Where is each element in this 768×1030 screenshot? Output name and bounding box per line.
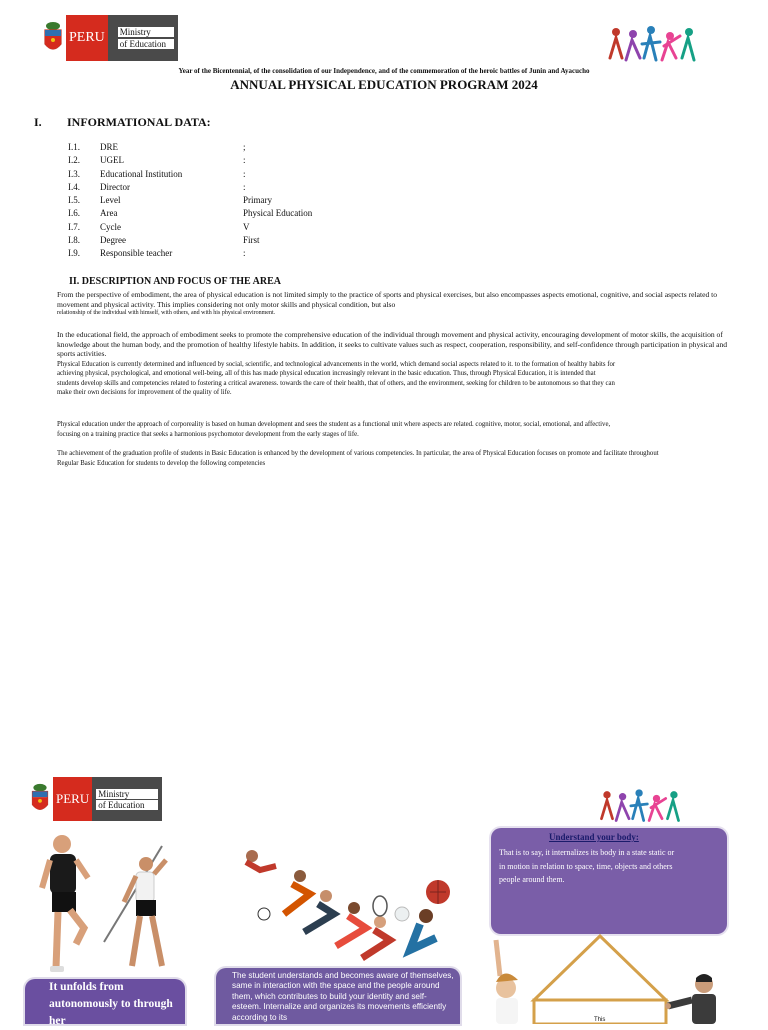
data-row-cycle: I.7. Cycle V [68, 221, 250, 232]
house-diagram-image [520, 930, 680, 1024]
child-jumping-image [466, 936, 536, 1024]
year-motto: Year of the Bicentennial, of the consolidation of our Independence, and of the commemoration of the heroic battles of Junin and Ayacucho [178, 67, 590, 75]
ministry-line1: Ministry [118, 27, 174, 37]
center-info-text: The student understands and becomes aware of themselves, same in interaction with the space and the people around them, which contributes to build your identity and self-esteem. Internalize and organizes its movements efficiently according to its [232, 971, 454, 1022]
athletes-collage-image [230, 842, 456, 970]
data-row-teacher: I.9. Responsible teacher : [68, 248, 246, 259]
left-info-text: It unfolds from autonomously to through her [49, 981, 173, 1027]
peru-label: PERU [53, 777, 92, 821]
coat-of-arms-icon [40, 15, 66, 61]
ministry-line1: Ministry [96, 789, 158, 799]
paragraph-1-small: relationship of the individual with himself, with others, and with his physical environment. [57, 310, 276, 317]
data-row-dre: I.1. DRE ; [68, 142, 246, 152]
data-row-area: I.6. Area Physical Education [68, 208, 313, 219]
paragraph-1: From the perspective of embodiment, the area of physical education is not limited simply to the practice of sports and physical exercises, but also encompasses aspects emotional, cognitive, and social aspects related to movement and physical activity. This implies considering not only motor skills and physical condition, but also relationship of the individual with himself, with others, and with his physical environment. [57, 290, 737, 319]
athlete-knee-raise-image [38, 832, 94, 980]
data-row-institution: I.3. Educational Institution : [68, 168, 246, 179]
paragraph-4: Physical education under the approach of corporeality is based on human development and sees the student as a functional unit where aspects are related. cognitive, motor, social, emotional, and affective, focusing on a training practice that seeks a harmonious psychomotor development from the early stages of life. [57, 421, 611, 438]
data-row-degree: I.8. Degree First [68, 235, 260, 246]
section1-number: I. [34, 115, 42, 129]
boy-pointing-image [664, 972, 734, 1024]
left-info-box [25, 979, 185, 1027]
informational-data-table [68, 141, 443, 261]
ministry-block [92, 777, 162, 821]
bubble-title: Understand your body: [549, 832, 639, 842]
ministry-line2: of Education [118, 39, 174, 49]
sports-silhouettes-image [592, 782, 688, 826]
ministry-logo-bottom [27, 777, 162, 821]
page-title: ANNUAL PHYSICAL EDUCATION PROGRAM 2024 [230, 77, 538, 92]
ministry-logo [40, 15, 178, 61]
ministry-line2: of Education [96, 800, 158, 810]
tiny-label: This [594, 1017, 606, 1023]
understand-body-bubble [491, 828, 727, 934]
ministry-block [108, 15, 178, 61]
center-info-box [216, 968, 460, 1024]
paragraph-5: The achievement of the graduation profile of students in Basic Education is enhanced by the development of various competencies. In particular, the area of Physical Education focuses on promote and facilitate throughout Regular Basic Education for students to develop the following competencies [57, 450, 659, 467]
javelin-athlete-image [102, 842, 178, 976]
section2-title: II. DESCRIPTION AND FOCUS OF THE AREA [69, 276, 281, 287]
data-row-level: I.5. Level Primary [68, 195, 272, 206]
coat-of-arms-icon [27, 777, 53, 821]
paragraph-2: In the educational field, the approach of embodiment seeks to promote the comprehensive education of the individual through movement and physical activity, encouraging development of motor skills, the acquisition of knowledge about the human body, and the promotion of healthy lifestyle habits. In addition, it seeks to cultivate values such as respect, cooperation, responsibility, and self-confidence through participation in physical and sports activities. [57, 330, 728, 359]
paragraph-3: Physical Education is currently determined and influenced by social, scientific, and technological advancements in the world, which demand social aspects related to it. to the formation of healthy habits for achieving physical, psychological, and emotional well-being, all of this has made physical education increasingly relevant in the basic education. Thus, through Physical Education, it is intended that students develop skills and competencies related to fostering a critical awareness. towards the care of their health, that of others, and the environment, seeking for children to be autonomous so that they can make their own decisions for improvement of the quality of life. [57, 361, 616, 397]
peru-label: PERU [66, 15, 108, 61]
data-row-director: I.4. Director : [68, 181, 246, 192]
bubble-text: That is to say, it internalizes its body in a state static or in motion in relation to space, time, objects and others people around them. [499, 848, 675, 884]
data-row-ugel: I.2. UGEL : [68, 155, 246, 166]
section1-title: INFORMATIONAL DATA: [67, 115, 211, 129]
sports-silhouettes-image [604, 18, 700, 66]
